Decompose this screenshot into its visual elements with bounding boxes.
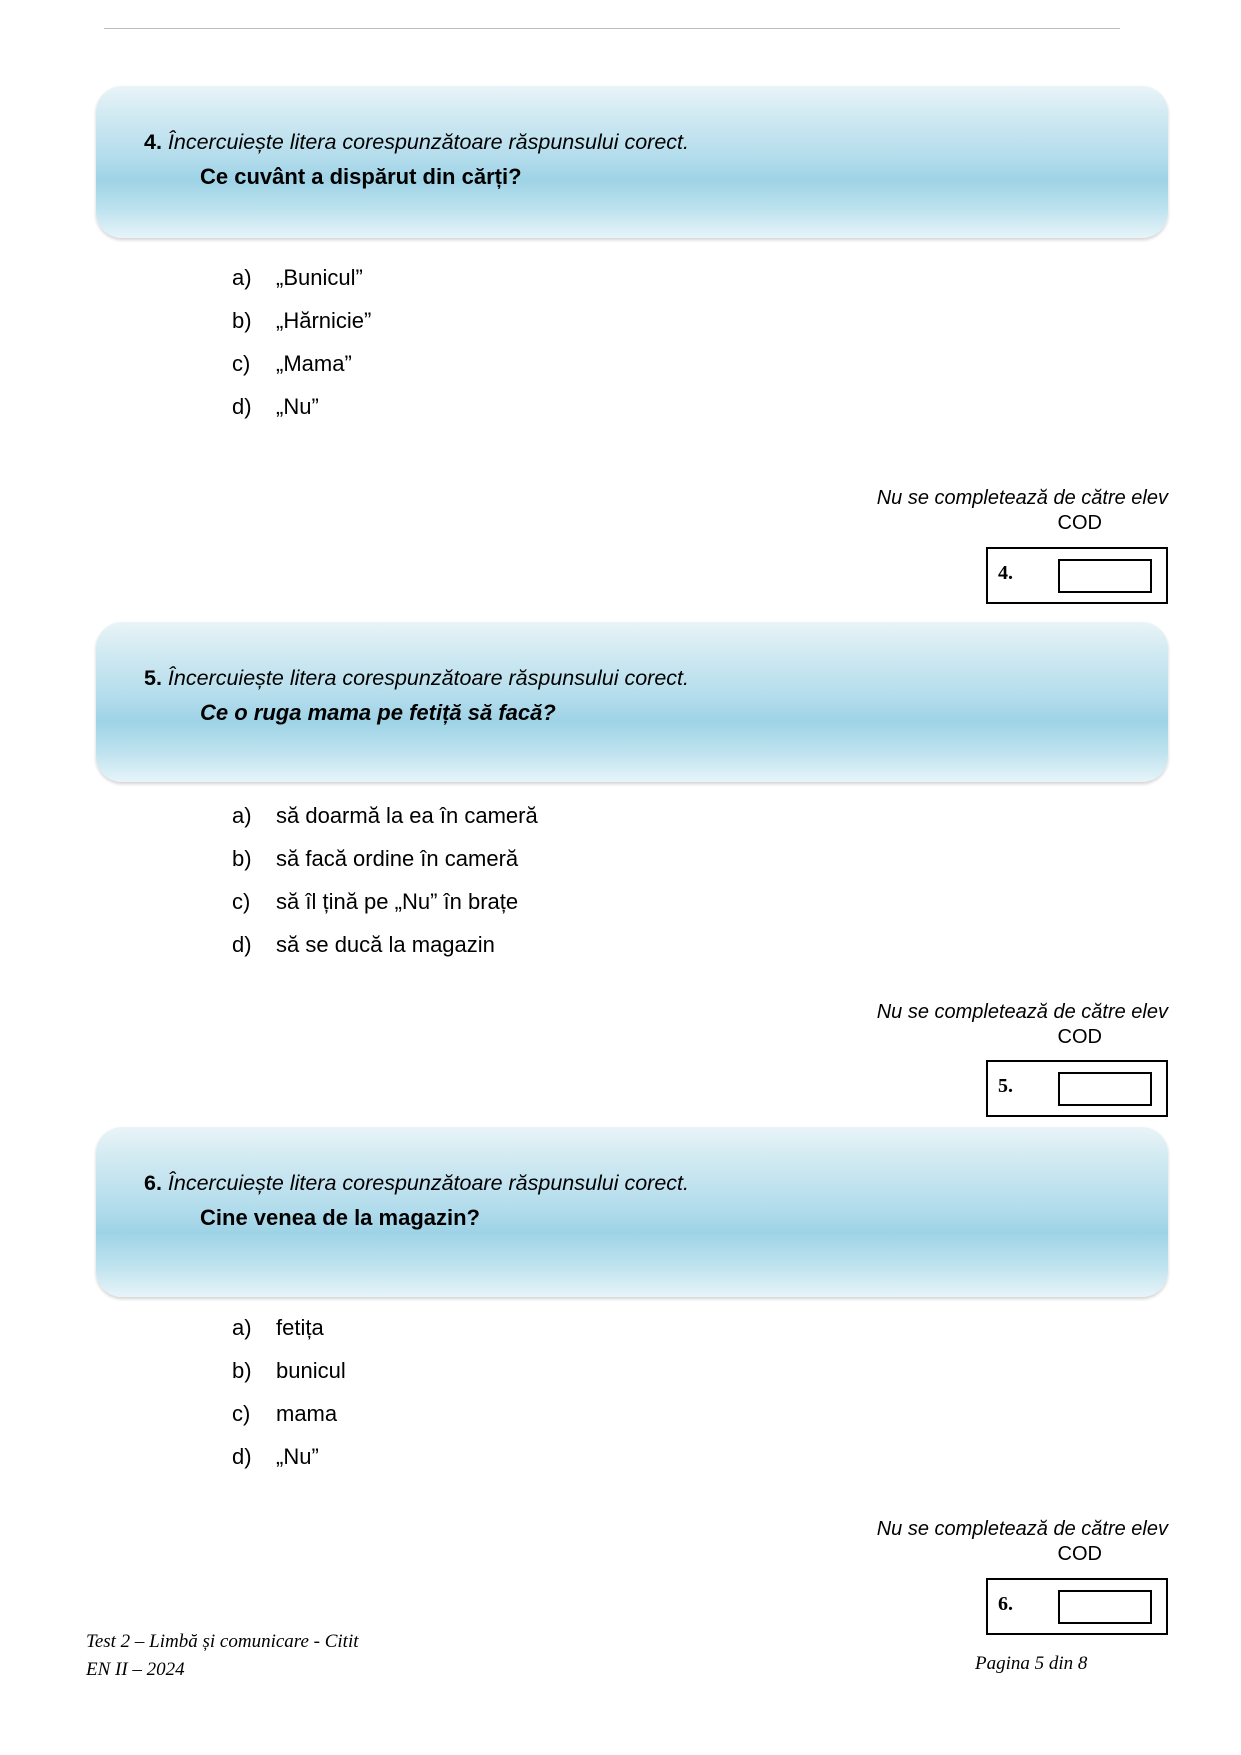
question-prompt-6 [144, 1171, 689, 1196]
option-item[interactable] [232, 803, 538, 846]
cod-label: COD [1057, 1543, 1102, 1565]
code-box-4 [986, 547, 1168, 604]
no-complete-note: Nu se completează de către elev [876, 1518, 1168, 1540]
option-item[interactable] [232, 1401, 346, 1444]
option-letter: d) [232, 1444, 252, 1469]
question-prompt-5 [144, 666, 689, 691]
no-complete-note: Nu se completează de către elev [876, 1001, 1168, 1023]
footer-page-number: Pagina 5 din 8 [975, 1653, 1088, 1674]
option-item[interactable] [232, 1315, 346, 1358]
no-complete-note: Nu se completează de către elev [876, 487, 1168, 509]
code-box-input[interactable] [1058, 1072, 1152, 1106]
question-title-4: Ce cuvânt a dispărut din cărți? [200, 164, 522, 189]
question-number-4: 4. [144, 130, 162, 154]
code-area-6 [628, 1517, 1168, 1567]
question-prompt-text-4: Încercuiește litera corespunzătoare răspunsului corect. [167, 130, 689, 154]
option-letter: c) [232, 1401, 251, 1426]
option-text: „Mama” [276, 351, 352, 376]
code-box-number: 5. [998, 1075, 1013, 1097]
cod-label: COD [1057, 1026, 1102, 1048]
question-banner-5 [96, 622, 1168, 782]
code-box-number: 6. [998, 1593, 1013, 1615]
option-item[interactable] [232, 308, 371, 351]
footer-test-code: EN II – 2024 [86, 1658, 185, 1680]
footer-left [86, 1628, 359, 1683]
options-list-5 [232, 803, 538, 975]
option-item[interactable] [232, 846, 538, 889]
option-item[interactable] [232, 265, 371, 308]
code-area-5 [628, 1000, 1168, 1050]
question-title-6: Cine venea de la magazin? [200, 1205, 480, 1230]
code-box-5 [986, 1060, 1168, 1117]
option-letter: a) [232, 1315, 252, 1340]
option-text: „Nu” [276, 1444, 319, 1469]
option-letter: c) [232, 889, 251, 914]
option-item[interactable] [232, 351, 371, 394]
option-item[interactable] [232, 932, 538, 975]
footer-test-title: Test 2 – Limbă și comunicare - Citit [86, 1631, 359, 1652]
code-box-input[interactable] [1058, 559, 1152, 593]
question-banner-4 [96, 86, 1168, 238]
options-list-4 [232, 265, 371, 437]
option-letter: a) [232, 803, 252, 828]
option-item[interactable] [232, 394, 371, 437]
option-text: să îl țină pe „Nu” în brațe [276, 889, 519, 914]
option-letter: d) [232, 394, 252, 419]
option-text: „Nu” [276, 394, 319, 419]
question-prompt-text-5: Încercuiește litera corespunzătoare răspunsului corect. [167, 666, 689, 690]
option-letter: a) [232, 265, 252, 290]
option-letter: b) [232, 846, 252, 871]
question-number-5: 5. [144, 666, 162, 690]
options-list-6 [232, 1315, 346, 1487]
option-text: să facă ordine în cameră [276, 846, 519, 871]
option-text: fetița [276, 1315, 324, 1340]
option-item[interactable] [232, 889, 538, 932]
option-letter: b) [232, 308, 252, 333]
code-box-input[interactable] [1058, 1590, 1152, 1624]
option-text: să se ducă la magazin [276, 932, 495, 957]
option-letter: c) [232, 351, 251, 376]
question-prompt-4 [144, 130, 689, 155]
header-rule [104, 28, 1120, 29]
option-text: „Hărnicie” [276, 308, 372, 333]
code-area-4 [628, 486, 1168, 536]
option-text: mama [276, 1401, 338, 1426]
code-box-6 [986, 1578, 1168, 1635]
option-letter: d) [232, 932, 252, 957]
question-prompt-text-6: Încercuiește litera corespunzătoare răspunsului corect. [167, 1171, 689, 1195]
option-letter: b) [232, 1358, 252, 1383]
option-text: bunicul [276, 1358, 346, 1383]
question-title-5: Ce o ruga mama pe fetiță să facă? [200, 700, 556, 725]
question-banner-6 [96, 1127, 1168, 1297]
cod-label: COD [1057, 512, 1102, 534]
option-item[interactable] [232, 1358, 346, 1401]
option-text: să doarmă la ea în cameră [276, 803, 538, 828]
option-item[interactable] [232, 1444, 346, 1487]
option-text: „Bunicul” [276, 265, 363, 290]
code-box-number: 4. [998, 562, 1013, 584]
question-number-6: 6. [144, 1171, 162, 1195]
